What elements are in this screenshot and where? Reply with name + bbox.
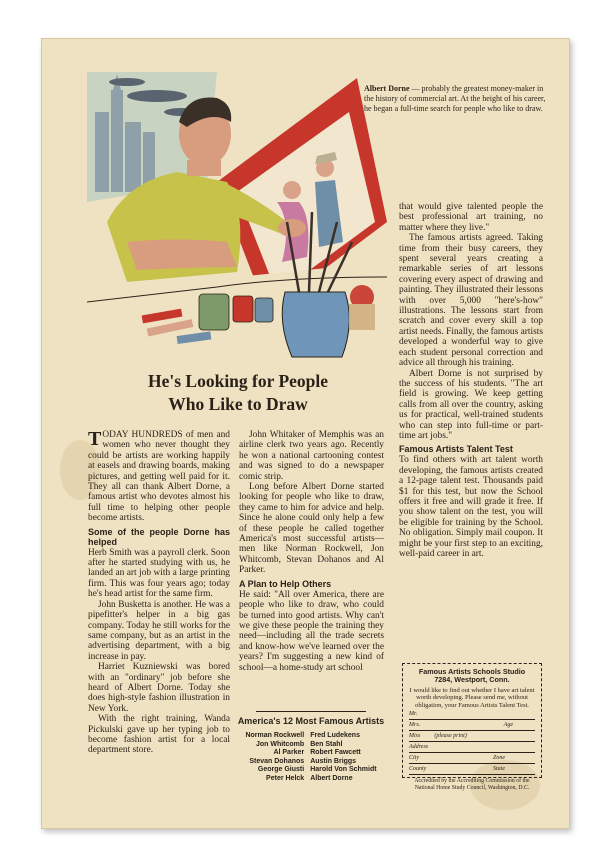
col3-subheading: Famous Artists Talent Test <box>399 444 513 455</box>
artist-name: Harold Von Schmidt <box>310 766 377 773</box>
col1-paragraph: John Busketta is another. He was a pipefitter's helper in a big gas company. Today he still works for the same company, but as an artist in the advertising department, with a big increase in pay. <box>88 599 230 662</box>
col3-paragraph: Albert Dorne is not surprised by the success of his students. "The art field is growing. We keep getting calls from all over the country, asking us for practical, well-trained students who can step into full-time or part-time art jobs." <box>399 368 543 441</box>
col2-paragraph: John Whitaker of Memphis was an airline clerk two years ago. Recently he won a national cartooning contest and was signed to do a newspaper comic strip. <box>239 430 384 482</box>
col1-paragraph: Harriet Kuzniewski was bored with an "ordinary" job before she heard of Albert Dorne. Today she does high-style fashion illustration in New York. <box>88 662 230 714</box>
col3-paragraph: that would give talented people the best professional art training, no matter where they live." <box>399 202 543 233</box>
famous-artists-box <box>236 711 386 783</box>
article-column-1 <box>88 430 230 756</box>
artist-name: Stevan Dohanos <box>249 757 305 765</box>
col2-subheading: A Plan to Help Others <box>239 578 332 589</box>
artist-name: Austin Briggs <box>310 757 357 765</box>
artist-name: Robert Fawcett <box>310 749 361 756</box>
coupon-field-county-state[interactable]: County State <box>409 765 535 775</box>
artists-heading: America's 12 Most Famous Artists <box>237 716 385 726</box>
artist-name: Peter Helck <box>266 774 305 782</box>
coupon-text: I would like to find out whether I have art talent worth developing. Please send me, without obligation, your Famous Artists Talent Test. <box>409 686 535 709</box>
caption-text: — probably the greatest money-maker in the history of commercial art. At the height of his career, he began a full-time search for people who like to draw. <box>364 84 546 113</box>
coupon-field-mr[interactable]: Mr. <box>409 710 535 720</box>
artists-list <box>242 732 379 783</box>
coupon-heading: Famous Artists Schools Studio 7284, Westport, Conn. <box>418 667 526 685</box>
artist-name: Fred Ludekens <box>310 732 360 739</box>
drop-cap: T <box>88 428 102 450</box>
albert-dorne-illustration <box>87 72 387 364</box>
artist-name: Albert Dorne <box>310 774 353 782</box>
artist-name: Norman Rockwell <box>245 732 305 739</box>
caption-name: Albert Dorne <box>364 84 410 93</box>
coupon-field-mrs-age[interactable]: Mrs. Age <box>409 721 535 731</box>
artist-name: Ben Stahl <box>310 740 343 748</box>
coupon-field-miss[interactable]: Miss (please print) <box>409 732 535 742</box>
col3-paragraph: The famous artists agreed. Taking time from their busy careers, they spent several years creating a remarkable series of art lessons covering every aspect of drawing and painting. They illustrated their lessons with over 5,000 "here's-how" illustrations. The lessons start from scratch and cover every skill a top artist needs. Finally, the famous artists developed a wonderful way to give each student personal correction and advice all through his training. <box>399 233 543 369</box>
col1-paragraph: With the right training, Wanda Pickulski gave up her typing job to become fashion artist for a local department store. <box>88 714 230 756</box>
coupon-field-city-zone[interactable]: City Zone <box>409 754 535 764</box>
col1-paragraph: Herb Smith was a payroll clerk. Soon after he started studying with us, he landed an art job with a large printing firm. This was four years ago; today he's head artist for the same firm. <box>88 547 230 600</box>
talent-test-coupon[interactable] <box>402 663 542 791</box>
col1-subheading: Some of the people Dorne has helped <box>88 526 230 547</box>
col1-paragraph: TODAY HUNDREDS of men and women who never thought they could be artists are working happily at easels and drawing boards, making pictures, and getting well paid for it. They all can thank Albert Dorne, a famous artist who devotes almost his full time to helping other people become artists. <box>88 428 230 524</box>
headline-line-1: He's Looking for People <box>147 371 329 391</box>
coupon-field-address[interactable]: Address <box>409 743 535 753</box>
illustration-caption <box>364 84 548 114</box>
article-column-2 <box>239 430 384 673</box>
artist-name: Al Parker <box>273 749 305 756</box>
headline-line-2: Who Like to Draw <box>168 394 308 414</box>
page-headline <box>88 370 388 416</box>
artist-name: Jon Whitcomb <box>255 740 305 748</box>
col2-paragraph: Long before Albert Dorne started looking for people who like to draw, they came to him for advice and help. Since he alone could only help a few of these people he called together America's most successful artists—men like Norman Rockwell, Jon Whitcomb, Stevan Dohanos and Al Parker. <box>239 482 384 576</box>
col3-paragraph: To find others with art talent worth developing, the famous artists created a 12-page talent test. Thousands paid $1 for this test, but now the School offers it free and will grade it free. If you show talent on the test, you will be eligible for training by the School. No obligation. Simply mail coupon. It might be your first step to an exciting, well-paid career in art. <box>399 455 543 559</box>
artist-name: George Giusti <box>257 766 305 773</box>
article-column-3 <box>399 202 543 559</box>
coupon-footer: Accredited by the Accrediting Commission of the National Home Study Council, Washington, D.C. <box>414 778 530 791</box>
col2-paragraph: He said: "All over America, there are people who like to draw, who could be turned into good artists. Why can't we give these people the training they need—including all the trade secrets and know-how we've learned over the years? I'm suggesting a new kind of school—a home-study art school <box>239 589 384 673</box>
